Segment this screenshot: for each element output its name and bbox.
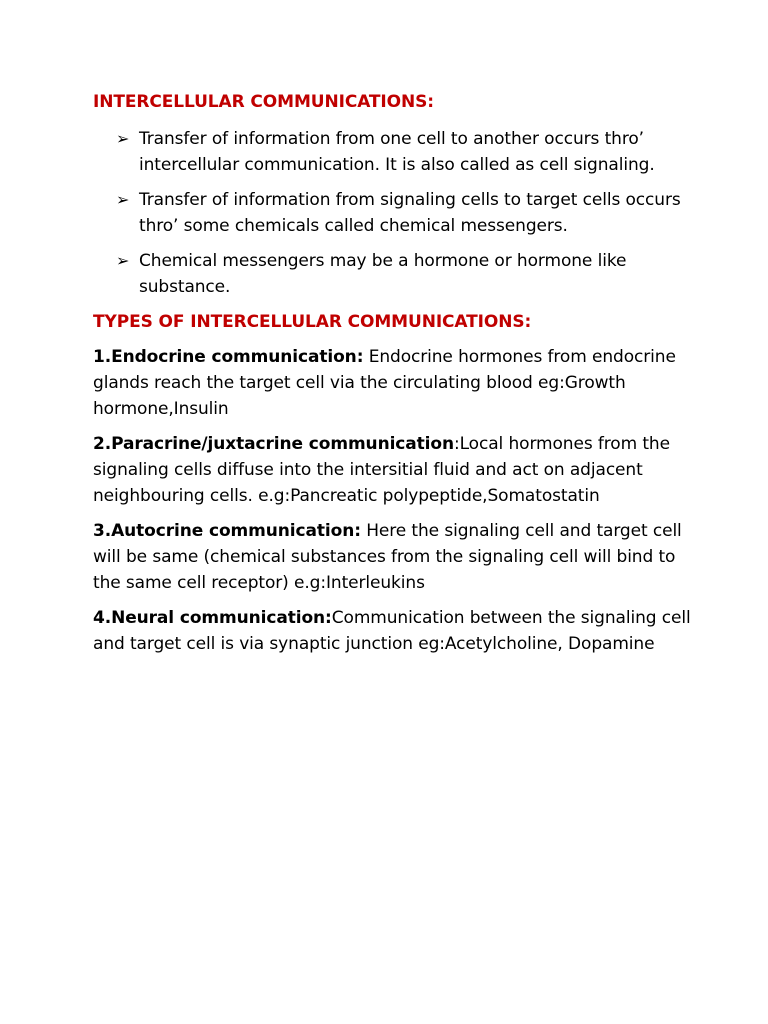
arrowhead-bullet-icon: ➢ [116,190,130,209]
type-description: :Local hormones from the signaling cells diffuse into the intersitial fluid and act on adjacent neighbouring cells. e.g:Pancreatic polypeptide,Somatostatin [93,434,670,506]
type-item-endocrine [93,344,693,422]
section-heading-types: TYPES OF INTERCELLULAR COMMUNICATIONS: [93,312,532,332]
type-item-autocrine [93,518,693,596]
bullet-item [93,248,693,300]
bullet-item [93,126,693,178]
arrowhead-bullet-icon: ➢ [116,251,130,270]
type-item-neural [93,605,693,657]
type-title: 1.Endocrine communication: [93,347,364,367]
type-description: Here the signaling cell and target cell will be same (chemical substances from the signaling cell will bind to the same cell receptor) e.g:Interleukins [93,521,682,593]
document-content [93,90,693,666]
type-item-paracrine [93,431,693,509]
bullet-text: Chemical messengers may be a hormone or hormone like substance. [139,251,627,297]
type-title: 3.Autocrine communication: [93,521,361,541]
type-title: 4.Neural communication: [93,608,332,628]
bullet-text: Transfer of information from one cell to another occurs thro’ intercellular communication. It is also called as cell signaling. [139,129,655,175]
bullet-list [93,126,693,300]
type-description: Endocrine hormones from endocrine glands reach the target cell via the circulating blood eg:Growth hormone,Insulin [93,347,676,419]
bullet-item [93,187,693,239]
type-description: Communication between the signaling cell and target cell is via synaptic junction eg:Acetylcholine, Dopamine [93,608,691,654]
section-heading-intercellular: INTERCELLULAR COMMUNICATIONS: [93,92,434,112]
bullet-text: Transfer of information from signaling cells to target cells occurs thro’ some chemicals called chemical messengers. [139,190,681,236]
type-title: 2.Paracrine/juxtacrine communication [93,434,454,454]
arrowhead-bullet-icon: ➢ [116,129,130,148]
